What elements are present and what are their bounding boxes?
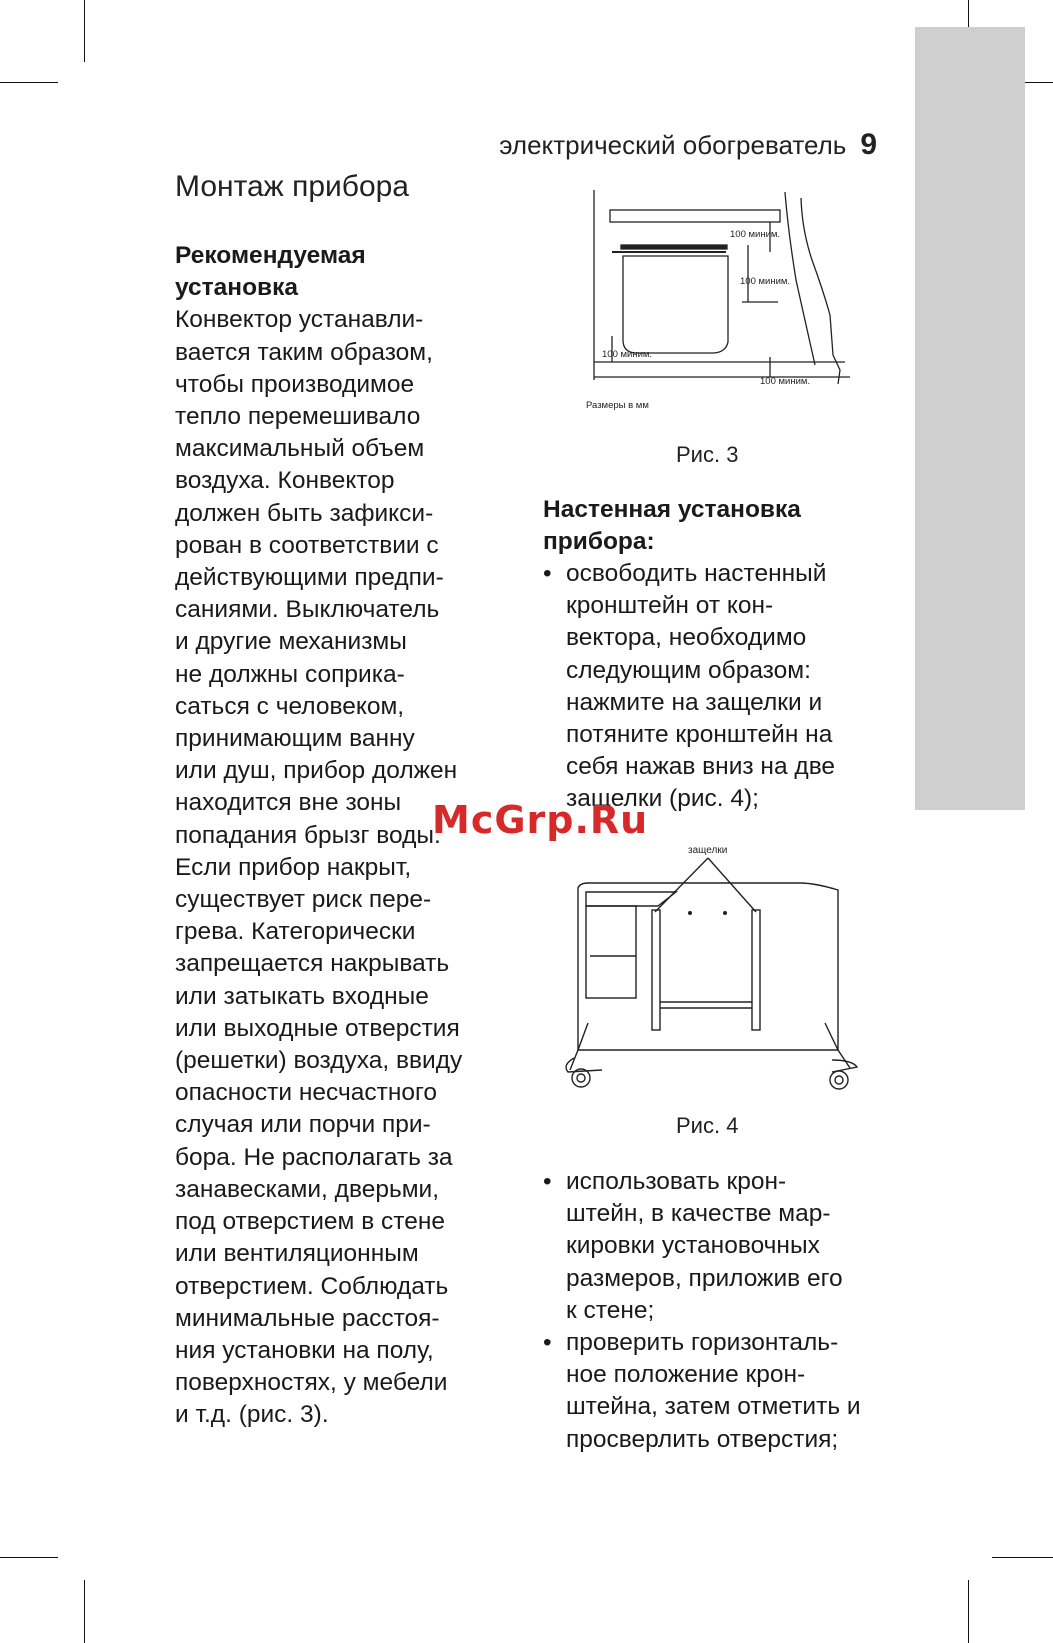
pointer-line (655, 858, 708, 912)
body-line: должен быть зафикси- (175, 499, 434, 527)
figure-4-bracket-diagram (560, 840, 860, 1090)
body-line: чтобы производимое (175, 370, 415, 398)
body-line: или вентиляционным (175, 1240, 419, 1268)
body-line: ния установки на полу, (175, 1336, 434, 1364)
shelf (610, 210, 780, 222)
bullet-line: размеров, приложив его (566, 1264, 843, 1292)
page-header (499, 128, 877, 162)
body-line: или выходные отверстия (175, 1014, 460, 1042)
body-line: случая или порчи при- (175, 1111, 431, 1139)
crop-mark (84, 0, 85, 62)
page-number: 9 (860, 128, 877, 161)
body-line: Если прибор накрыт, (175, 853, 412, 881)
subheading-line: прибора: (543, 528, 655, 555)
left-body (175, 304, 520, 1431)
body-line: попадания брызг воды. (175, 821, 441, 849)
body-line: максимальный объем (175, 435, 425, 463)
fig4-caption: Рис. 4 (676, 1113, 739, 1138)
body-line: или затыкать входные (175, 982, 429, 1010)
pointer-line (708, 858, 756, 912)
heater-grille (621, 245, 727, 249)
bullet-list-top (543, 558, 883, 816)
subheading-line: Рекомендуемая (175, 242, 366, 269)
body-line: занавесками, дверьми, (175, 1175, 440, 1203)
body-line: и т.д. (рис. 3). (175, 1401, 329, 1429)
body-line: воздуха. Конвектор (175, 467, 395, 495)
bullet-line: нажмите на защелки и (566, 688, 823, 716)
wheel (830, 1071, 848, 1089)
bullet-line: кронштейн от кон- (566, 592, 774, 620)
body-line: или душ, прибор должен (175, 757, 458, 785)
body-line: отверстием. Соблюдать (175, 1272, 449, 1300)
dim-label-side: 100 миним. (740, 276, 791, 287)
bullet-line: • проверить горизонталь- (566, 1329, 839, 1357)
dim-label-left: 100 миним. (602, 349, 653, 360)
dim-label-bottom: 100 миним. (760, 376, 811, 387)
body-line: находится вне зоны (175, 789, 402, 817)
bullet-line: ное положение крон- (566, 1361, 806, 1389)
bullet-line: потяните кронштейн на (566, 721, 833, 749)
body-line: запрещается накрывать (175, 950, 450, 978)
bullet-line: • освободить настенный (566, 560, 827, 587)
crop-mark (0, 1557, 58, 1558)
body-line: не должны соприка- (175, 660, 405, 688)
fig4-label-latches: защелки (688, 845, 728, 856)
crop-mark (84, 1580, 85, 1643)
bullet-item (543, 558, 883, 816)
crop-mark (992, 1557, 1053, 1558)
foot-left (570, 1023, 588, 1070)
bullet-line: себя нажав вниз на две (566, 753, 836, 781)
bullet-line: вектора, необходимо (566, 624, 807, 652)
body-line: саться с человеком, (175, 692, 405, 720)
body-line: существует риск пере- (175, 886, 432, 914)
dim-label-top: 100 миним. (730, 229, 781, 240)
convector-body (578, 883, 838, 1050)
subheading-line: Настенная установка (543, 496, 801, 523)
body-line: рован в соответствии с (175, 531, 439, 559)
body-line: опасности несчастного (175, 1079, 438, 1107)
body-line: принимающим ванну (175, 725, 415, 753)
body-line: минимальные расстоя- (175, 1304, 440, 1332)
body-line: под отверстием в стене (175, 1208, 445, 1236)
curtain-line (801, 198, 840, 384)
bracket-leg-left (652, 910, 660, 1030)
crop-mark (968, 1580, 969, 1643)
body-line: саниями. Выключатель (175, 596, 440, 624)
bullet-line: кировки установочных (566, 1232, 820, 1260)
body-line: тепло перемешивало (175, 403, 421, 431)
body-line: вается таким образом, (175, 338, 433, 366)
body-line: поверхностях, у мебели (175, 1369, 448, 1397)
bullet-list-bottom (543, 1166, 883, 1456)
crop-mark (0, 82, 58, 83)
body-line: (решетки) воздуха, ввиду (175, 1047, 463, 1075)
body-line: и другие механизмы (175, 628, 407, 656)
fig3-note: Размеры в мм (586, 400, 649, 411)
bullet-line: защелки (рис. 4); (566, 785, 759, 813)
bullet-line: штейна, затем отметить и (566, 1393, 861, 1421)
side-panel (586, 906, 636, 998)
bullet-line: штейн, в качестве мар- (566, 1200, 831, 1228)
left-subheading (175, 240, 520, 304)
header-section: электрический обогреватель (499, 130, 847, 160)
body-line: Конвектор устанавли- (175, 306, 424, 334)
bracket-leg-right (752, 910, 760, 1030)
side-tab (915, 27, 1025, 810)
bullet-line: к стене; (566, 1296, 655, 1324)
heater-body (623, 256, 728, 353)
bullet-line: следующим образом: (566, 656, 811, 684)
bullet-item (543, 1327, 883, 1456)
bullet-item (543, 1166, 883, 1327)
figure-3-clearance-diagram (580, 190, 855, 425)
watermark: McGrp.Ru (432, 798, 649, 842)
bullet-line: просверлить отверстия; (566, 1425, 839, 1453)
subheading-line: установка (175, 274, 298, 302)
fig3-caption: Рис. 3 (676, 442, 739, 467)
right-subheading (543, 494, 883, 558)
body-line: бора. Не располагать за (175, 1143, 453, 1171)
bullet-line: • использовать крон- (566, 1168, 787, 1195)
body-line: грева. Категорически (175, 918, 416, 946)
body-line: действующими предпи- (175, 564, 444, 592)
page-title: Монтаж прибора (175, 170, 409, 203)
